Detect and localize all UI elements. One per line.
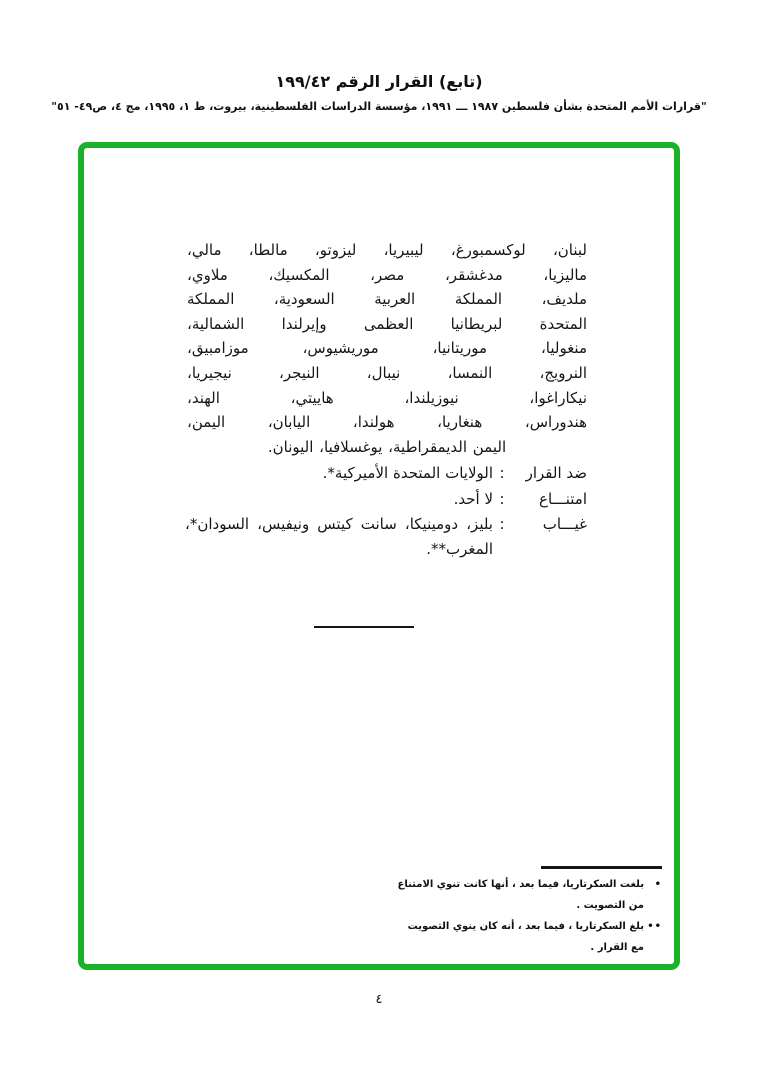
footnotes [393,874,662,958]
vote-colon: : [499,489,505,508]
vote-colon: : [499,464,505,482]
vote-absent-label: غيـــاب [542,515,587,533]
country-list [187,238,587,459]
country-list-line: ماليزيا، مدغشقر، مصر، المكسيك، ملاوي، [187,265,587,284]
vote-against-label: ضد القرار [525,464,587,482]
resolution-title: (تابع) القرار الرقم ١٩٩/٤٢ [275,72,483,91]
vote-abstain-row [185,487,587,512]
footnote-marker: •• [647,921,662,932]
section-divider-rule [314,626,414,628]
country-list-line: النرويج، النمسا، نيبال، النيجر، نيجيريا، [187,363,587,382]
vote-absent-row [185,512,587,561]
vote-abstain-label: امتنـــاع [539,489,587,508]
country-list-line: لبنان، لوكسمبورغ، ليبيريا، ليزوتو، مالطا، مالي، [187,241,587,259]
country-list-line: منغوليا، موريتانيا، موريشيوس، موزامبيق، [187,339,587,358]
footnote-marker: • [654,879,662,890]
vote-colon: : [499,515,505,533]
footnote-separator-rule [541,866,662,869]
vote-against-value: الولايات المتحدة الأميركية*. [322,464,493,482]
vote-against-row [185,461,587,486]
vote-abstain-value: لا أحد. [453,489,493,508]
country-list-line: المتحدة لبريطانيا العظمى وإيرلندا الشمالية، [187,314,587,333]
footnote-text: بلغت السكرتاريا، فيما بعد ، أنها كانت تنوي الامتناع من التصويت . [397,879,644,911]
footnote-text: بلغ السكرتاريا ، فيما بعد ، أنه كان ينوي التصويت مع القرار . [407,921,644,953]
footnote-item [393,874,662,916]
vote-record [185,461,587,562]
country-list-line: نيكاراغوا، نيوزيلندا، هاييتي، الهند، [187,388,587,407]
country-list-line: اليمن الديمقراطية، يوغسلافيا، اليونان. [267,437,507,456]
footnote-item [393,916,662,958]
country-list-line: ملديف، المملكة العربية السعودية، المملكة [187,290,587,309]
page-number: ٤ [375,992,383,1007]
country-list-line: هندوراس، هنغاريا، هولندا، اليابان، اليمن، [187,413,587,432]
vote-absent-value: بليز، دومينيكا، سانت كيتس ونيفيس، السودان*، المغرب**. [185,515,493,558]
source-citation: "قرارات الأمم المتحدة بشأن فلسطين ١٩٨٧ ـــ ١٩٩١، مؤسسة الدراسات الفلسطينية، بيروت، ط ١، ١٩٩٥، مج ٤، ص٤٩- ٥١" [51,100,707,113]
